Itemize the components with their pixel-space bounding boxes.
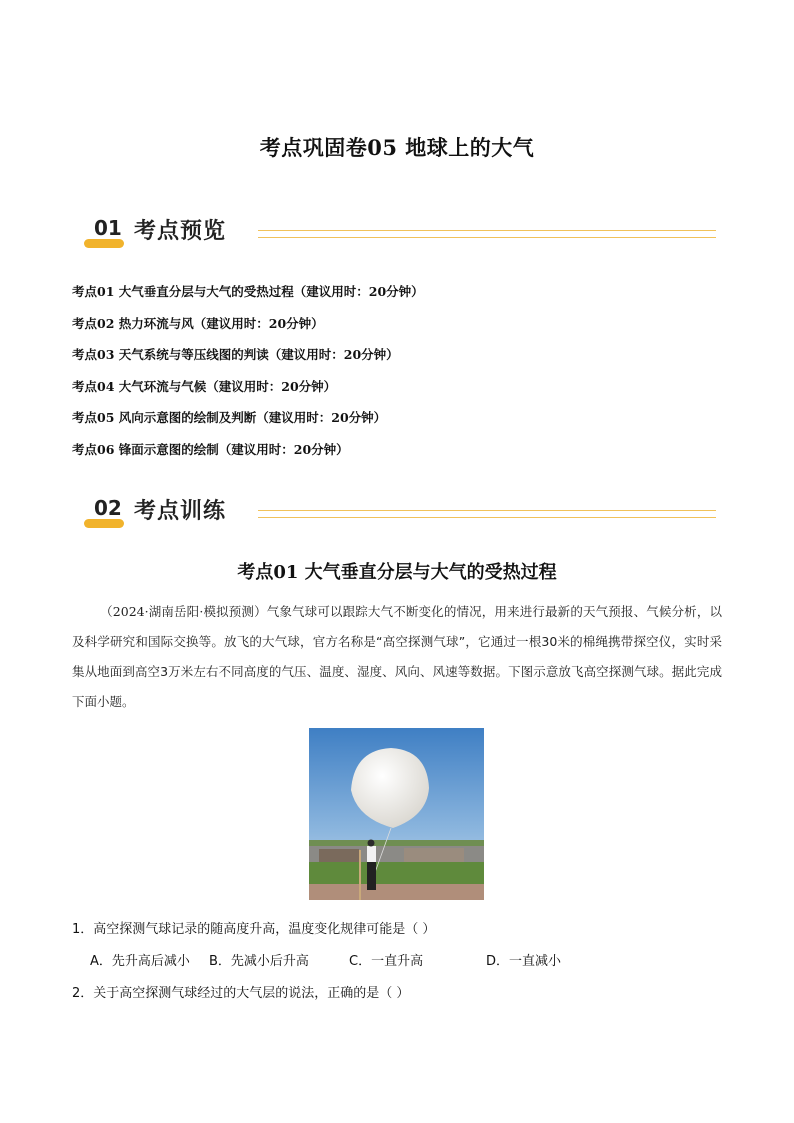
topic-list	[72, 282, 732, 471]
section-label: 考点训练	[134, 499, 227, 524]
topic-item: 考点04 大气环流与气候（建议用时：20分钟）	[72, 378, 337, 394]
section-label: 考点预览	[134, 219, 227, 244]
section-header-preview	[84, 216, 716, 250]
question-intro	[72, 597, 722, 717]
question-source: （2024·湖南岳阳·模拟预测）	[100, 604, 267, 619]
balloon-photo	[309, 728, 484, 900]
option-b[interactable]: B．先减小后升高	[209, 954, 309, 969]
topic-item: 考点01 大气垂直分层与大气的受热过程（建议用时：20分钟）	[72, 284, 424, 299]
topic-item: 考点05 风向示意图的绘制及判断（建议用时：20分钟）	[72, 410, 387, 425]
intro-text: 气象气球可以跟踪大气不断变化的情况，用来进行最新的天气预报、气候分析，以及科学研究和国际交换等。放飞的大气球，官方名称是“高空探测气球”，它通过一根30米的棉绳携带探空仪，实时采集从地面到高空3万米左右不同高度的气压、温度、湿度、风向、风速等数据。下图示意放飞高空探测气球。据此完成下面小题。	[72, 604, 722, 709]
topic-item: 考点02 热力环流与风（建议用时：20分钟）	[72, 315, 324, 331]
section-divider	[258, 230, 716, 238]
section-accent-bar	[84, 519, 124, 528]
section-number: 02	[94, 496, 122, 520]
section-number: 01	[94, 216, 122, 240]
question-2-stem: 2．关于高空探测气球经过的大气层的说法，正确的是（ ）	[72, 986, 410, 1001]
page-title: 考点巩固卷05 地球上的大气	[259, 135, 535, 160]
section-divider	[258, 510, 716, 518]
option-a[interactable]: A．先升高后减小	[90, 954, 190, 969]
subsection-title: 考点01 大气垂直分层与大气的受热过程	[237, 562, 557, 583]
section-header-training	[84, 496, 716, 530]
topic-item: 考点03 天气系统与等压线图的判读（建议用时：20分钟）	[72, 347, 399, 362]
option-d[interactable]: D．一直减小	[486, 954, 562, 969]
question-1-stem: 1．高空探测气球记录的随高度升高，温度变化规律可能是（ ）	[72, 922, 436, 937]
section-accent-bar	[84, 239, 124, 248]
option-c[interactable]: C．一直升高	[349, 954, 424, 969]
topic-item: 考点06 锋面示意图的绘制（建议用时：20分钟）	[72, 441, 349, 457]
